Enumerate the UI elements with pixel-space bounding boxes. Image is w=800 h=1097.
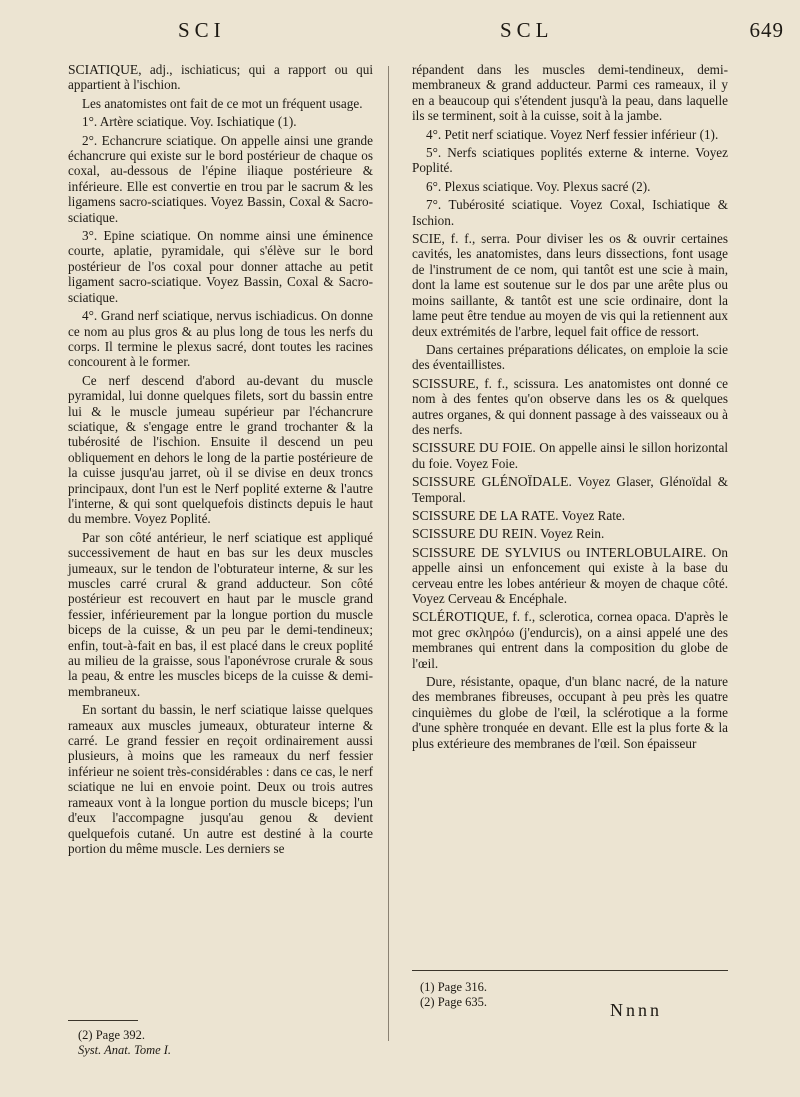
paragraph: 4°. Grand nerf sciatique, nervus ischiadicus. On donne ce nom au plus gros & au plus long de tous les nerfs du corps. Il termine le plexus sacré, dont toutes les racines concourent à le former. — [68, 308, 373, 370]
footnote: (1) Page 316. — [420, 980, 487, 994]
column-divider — [388, 66, 389, 1041]
left-column — [68, 62, 373, 859]
entry-text: , adj., ischiaticus; qui a rapport ou qui appartient à l'ischion. — [68, 62, 373, 93]
headword: SCISSURE DU FOIE. — [412, 440, 536, 456]
entry-sclerotique — [412, 609, 728, 671]
headword: SCISSURE DU REIN. — [412, 526, 538, 542]
entry-scissure-foie — [412, 440, 728, 471]
footnote: Syst. Anat. Tome I. — [78, 1043, 172, 1057]
page-number: 649 — [749, 18, 784, 42]
entry-text: On appelle ainsi un enfoncement qui existe à la base du cerveau entre les lobes antérieur & moyen de chaque côté. Voyez Cerveau & Encéphale. — [412, 544, 728, 606]
headword: SCIE — [412, 231, 442, 247]
entry-text: On appelle ainsi le sillon horizontal du foie. Voyez Foie. — [412, 440, 728, 471]
headword: SCIATIQUE — [68, 62, 139, 77]
paragraph: Par son côté antérieur, le nerf sciatique est appliqué successivement de haut en bas sur les deux muscles jumeaux, sur le tendon de l'obturateur interne, & sur les muscles carré crural & grand adducteur. Son côté postérieur est recouvert en haut par le muscle grand fessier, inférieurement par la longue portion du muscle biceps de la cuisse, & un peu par le demi-tendineux; enfin, tout-à-fait en bas, il est placé dans le creux poplité au milieu de la graisse, sous l'aponévrose crurale & sous la peau, & entre les muscles biceps de la cuisse & demi-membraneux. — [68, 529, 373, 699]
paragraph: répandent dans les muscles demi-tendineux, demi-membraneux & grand adducteur. Parmi ces rameaux, il y en a beaucoup qui s'étendent jusqu'à la peau, dans laquelle ils se terminent, soit à la cuisse, soit à la jambe. — [412, 62, 728, 124]
entry-text: , f. f., sclerotica, cornea opaca. D'après le mot grec σκληρόω (j'endurcis), on a ainsi appelé une des membranes qui entrent dans la composition du globe de l'œil. — [412, 609, 728, 671]
headword: SCISSURE DE LA RATE. — [412, 507, 559, 523]
paragraph: 7°. Tubérosité sciatique. Voyez Coxal, Ischiatique & Ischion. — [412, 197, 728, 228]
footnote: (2) Page 392. — [78, 1028, 145, 1042]
headword: SCLÉROTIQUE — [412, 609, 505, 625]
right-column — [412, 62, 728, 754]
running-head-right: SCL — [500, 18, 554, 42]
entry-text: Voyez Rate. — [558, 507, 626, 523]
entry-scissure-glenoidale — [412, 474, 728, 505]
entry-scissure — [412, 376, 728, 438]
entry-text: Voyez Glaser, Glénoïdal & Temporal. — [412, 474, 728, 505]
footnote-rule-left — [68, 1020, 138, 1021]
headword: SCISSURE DE SYLVIUS ou INTERLOBULAIRE. — [412, 544, 707, 560]
entry-scissure-sylvius — [412, 545, 728, 607]
entry-scissure-rate — [412, 508, 728, 523]
paragraph: 4°. Petit nerf sciatique. Voyez Nerf fessier inférieur (1). — [426, 126, 719, 142]
entry-text: , f. f., serra. Pour diviser les os & ouvrir certaines cavités, les anatomistes, dans leurs dissections, font usage de l'instrument de ce nom, qui tantôt est une scie à main, dont la lame est soutenue sur le dos par une arête plus ou moins saillante, & tantôt est une scie ordinaire, dont la lame peut être tendue au moyen de vis qui la retiennent aux deux extrémités de l'arbre, lequel fait office de ressort. — [412, 231, 728, 339]
paragraph: Dure, résistante, opaque, d'un blanc nacré, de la nature des membranes fibreuses, occupant à peu près les quatre cinquièmes du globe de l'œil, la sclérotique a la forme d'une sphère tronquée en devant. Elle est la plus forte & la plus extérieure des membranes de l'œil. Son épaisseur — [412, 674, 728, 751]
paragraph: 1°. Artère sciatique. Voy. Ischiatique (1). — [82, 114, 297, 130]
paragraph: Dans certaines préparations délicates, on emploie la scie des éventaillistes. — [412, 341, 728, 373]
footnote: (2) Page 635. — [420, 995, 487, 1009]
footnote-rule-right — [412, 970, 728, 971]
entry-sciatique — [68, 62, 373, 93]
headword: SCISSURE — [412, 375, 476, 391]
paragraph: Ce nerf descend d'abord au-devant du muscle pyramidal, lui donne quelques filets, sort du bassin entre lui & le muscle jumeau supérieur par l'échancrure sciatique, & s'engage entre le grand trochanter & la tubérosité de l'ischion. Ensuite il descend un peu obliquement en dehors le long de la partie postérieure de la cuisse jusqu'au jarret, où il se divise en deux troncs principaux, dont l'un est le Nerf poplité externe & l'autre l'interne, & qui sont quelquefois distincts depuis le haut du membre. Voyez Poplité. — [68, 372, 373, 527]
entry-scissure-rein — [412, 526, 728, 541]
headword: SCISSURE GLÉNOÏDALE. — [412, 474, 572, 490]
paragraph: 5°. Nerfs sciatiques poplités externe & interne. Voyez Poplité. — [412, 145, 728, 176]
paragraph: 3°. Epine sciatique. On nomme ainsi une éminence courte, aplatie, pyramidale, qui s'élève sur le bord postérieur de l'os coxal pour donner attache au petit ligament sacro-sciatique. Voyez Bassin, Coxal & Sacro-sciatique. — [68, 228, 373, 305]
footnotes-left — [78, 1028, 171, 1058]
footnotes-right — [420, 980, 487, 1010]
running-head-left: SCI — [178, 18, 226, 42]
entry-text: Voyez Rein. — [537, 526, 605, 542]
paragraph: 2°. Echancrure sciatique. On appelle ainsi une grande échancrure qui existe sur le bord postérieur de chaque os coxal, au-dessous de l'épine iliaque postérieure & inférieure. Elle est convertie en trou par le sacrum & les ligamens sacro-sciatiques. Voyez Bassin, Coxal & Sacro-sciatique. — [68, 132, 373, 225]
signature-mark: Nnnn — [610, 1000, 662, 1020]
entry-scie — [412, 231, 728, 339]
paragraph: En sortant du bassin, le nerf sciatique laisse quelques rameaux aux muscles jumeaux, obturateur interne & carré. Le grand fessier en reçoit ordinairement aussi plusieurs, à moins que les rameaux du nerf fessier inférieur ne soient très-considérables : dans ce cas, le nerf sciatique ne lui en envoie point. Deux ou trois autres rameaux vont à la longue portion du muscle biceps; l'un d'eux l'accompagne jusqu'au genou & devient quelquefois cutané. Un autre est destiné à la courte portion du même muscle. Les derniers se — [68, 702, 373, 856]
entry-text: , f. f., scissura. Les anatomistes ont donné ce nom à des fentes qu'on observe dans les os & quelques autres organes, & qui donnent passage à des vaisseaux ou à des nerfs. — [412, 375, 728, 437]
paragraph: 6°. Plexus sciatique. Voy. Plexus sacré (2). — [426, 178, 651, 194]
paragraph: Les anatomistes ont fait de ce mot un fréquent usage. — [82, 95, 363, 111]
